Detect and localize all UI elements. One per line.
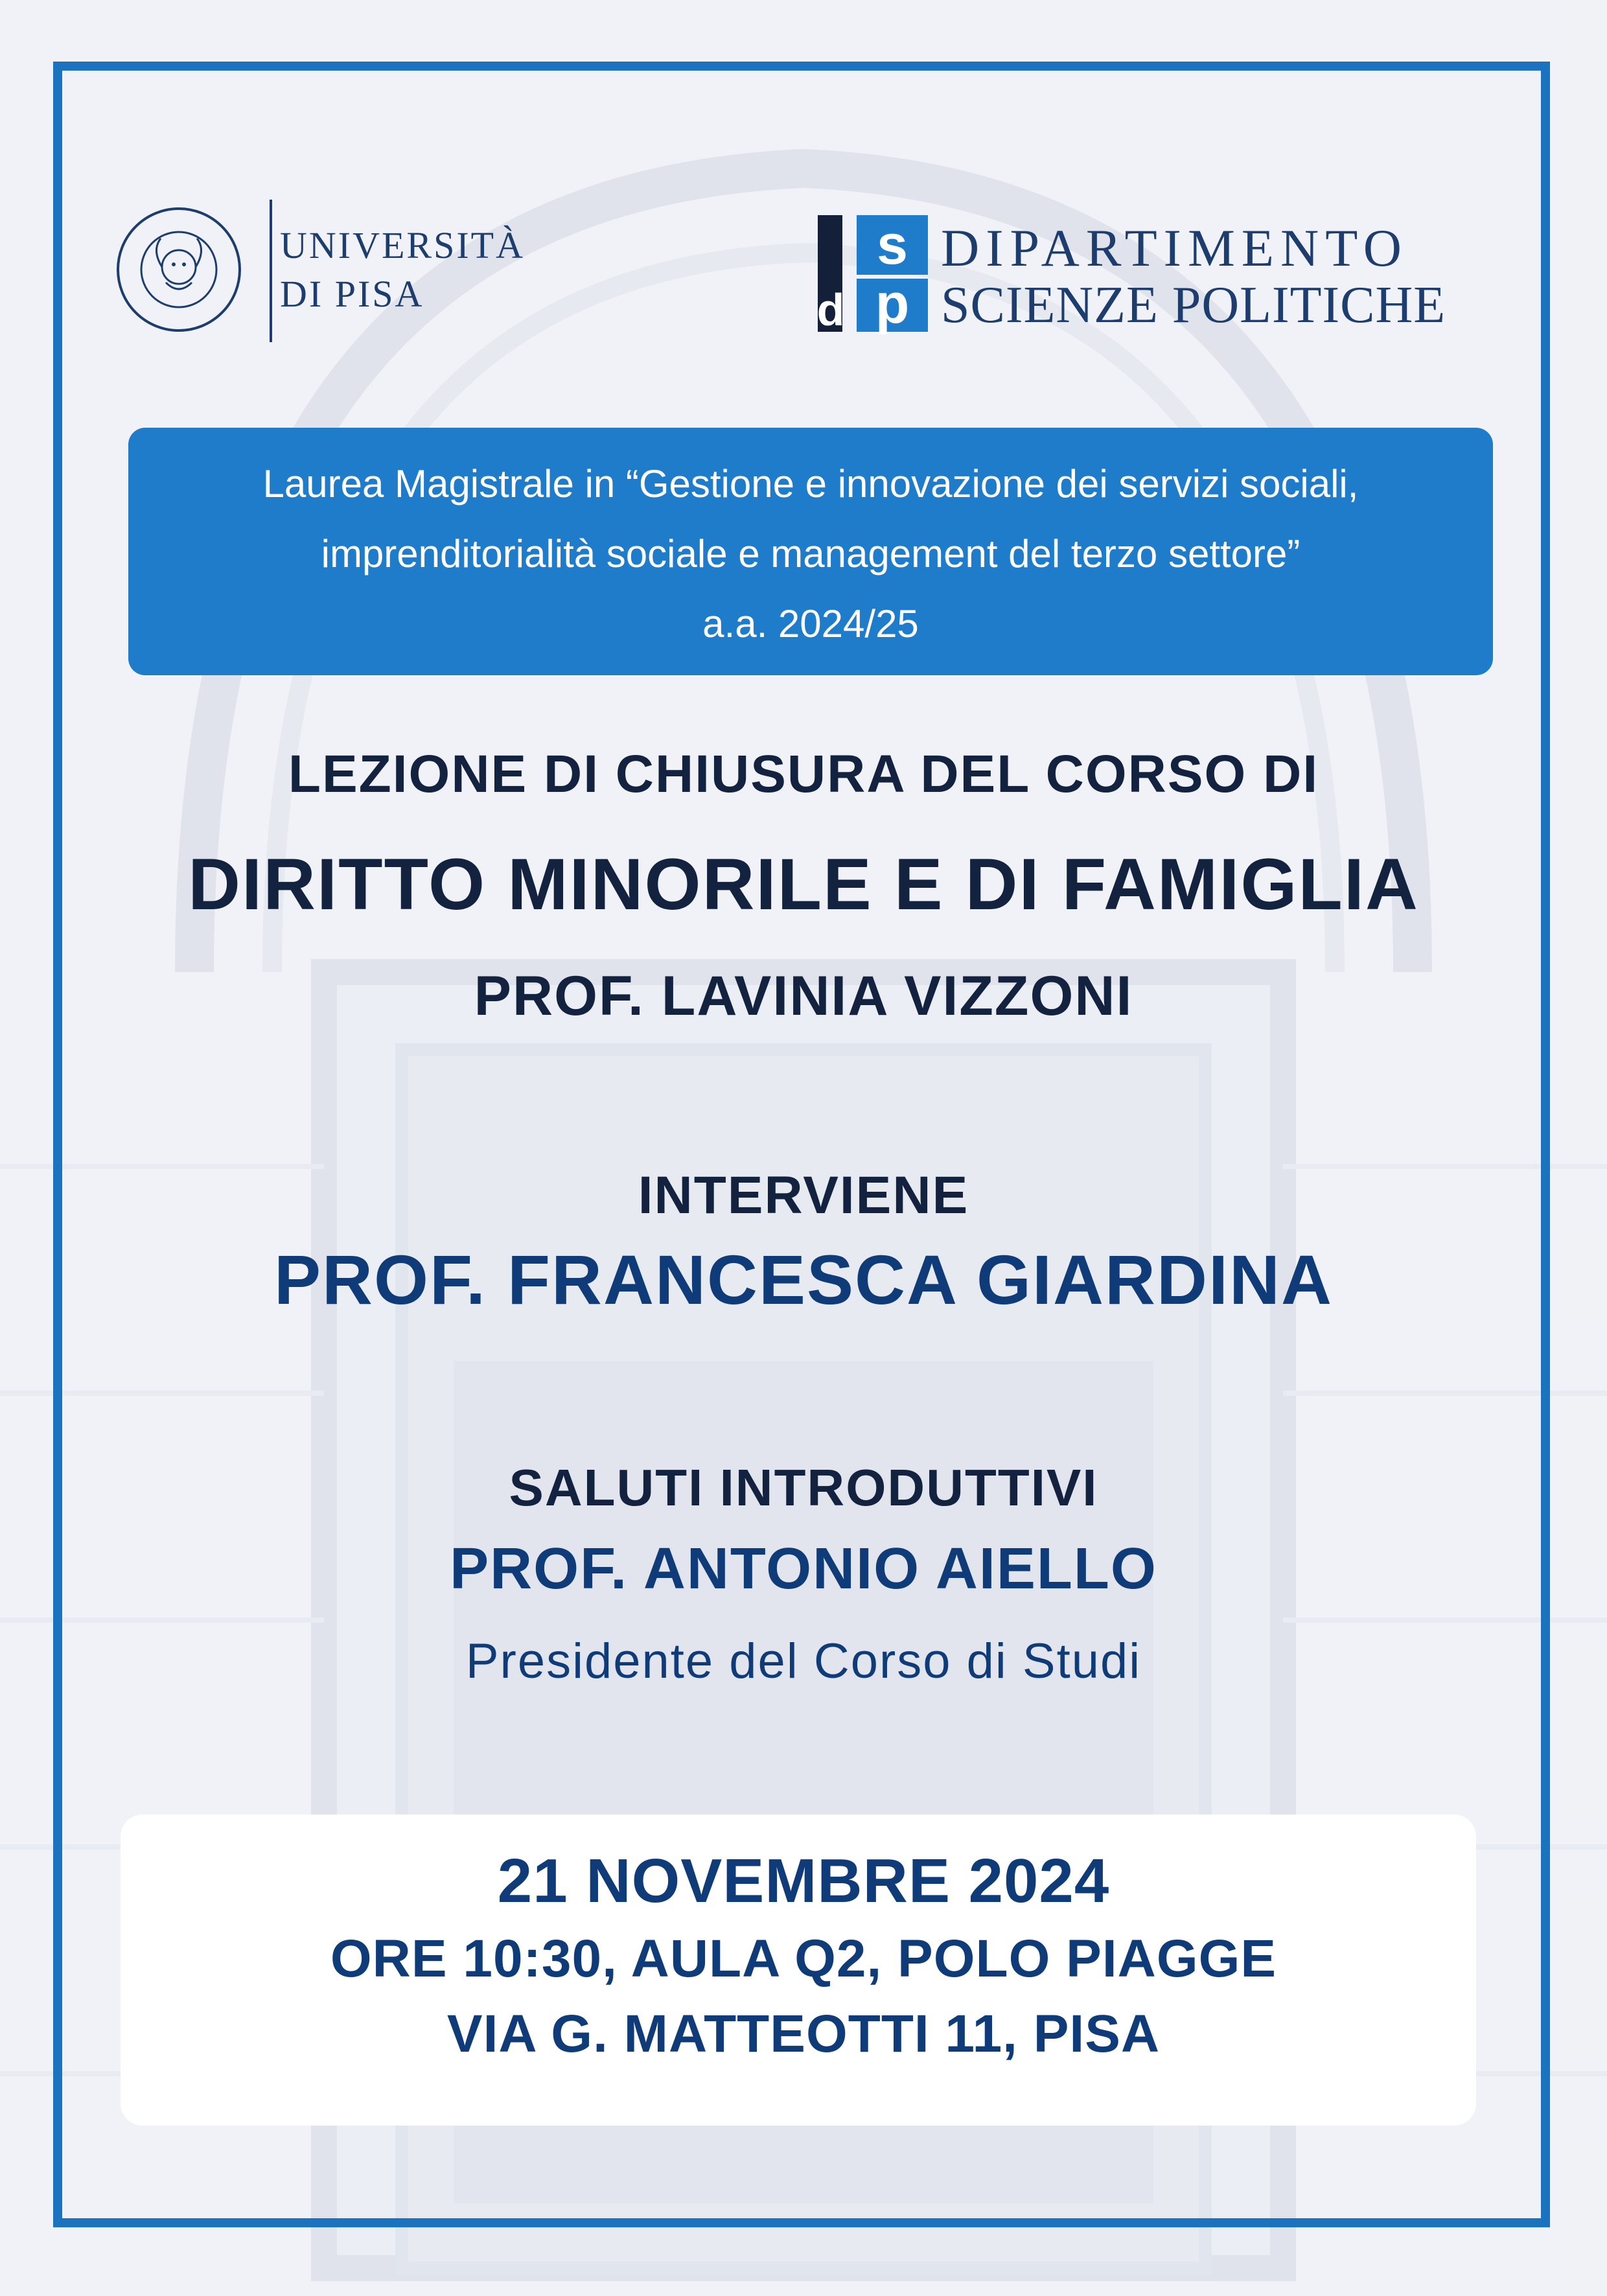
svg-text:s: s [877,214,908,276]
svg-text:p: p [875,273,910,335]
greetings-heading: SALUTI INTRODUTTIVI [509,1459,1098,1516]
event-time-place: ORE 10:30, AULA Q2, POLO PIAGGE [330,1929,1277,1988]
speaker-name: PROF. FRANCESCA GIARDINA [273,1240,1334,1319]
banner-line1: Laurea Magistrale in “Gestione e innovazione dei servizi sociali, [262,462,1359,505]
department-name-line1: DIPARTIMENTO [941,218,1409,277]
lecture-heading: LEZIONE DI CHIUSURA DEL CORSO DI [288,745,1319,804]
university-name-line1: UNIVERSITÀ [280,224,525,266]
event-address: VIA G. MATTEOTTI 11, PISA [446,2004,1161,2063]
logo-separator [270,200,272,342]
banner-line2: imprenditorialità sociale e management del terzo settore” [321,532,1301,575]
dsp-mark-icon [811,209,941,338]
greetings-role: Presidente del Corso di Studi [465,1634,1142,1689]
svg-text:d: d [816,284,845,335]
department-name-line2: SCIENZE POLITICHE [941,277,1446,334]
event-date: 21 NOVEMBRE 2024 [497,1846,1110,1916]
speaker-heading: INTERVIENE [638,1166,969,1225]
greetings-name: PROF. ANTONIO AIELLO [450,1536,1157,1601]
university-name-line2: DI PISA [280,273,424,315]
lecture-professor: PROF. LAVINIA VIZZONI [474,965,1133,1027]
university-logo [114,194,568,350]
banner-academic-year: a.a. 2024/25 [702,602,919,645]
department-logo [811,209,1472,338]
course-title: DIRITTO MINORILE E DI FAMIGLIA [188,844,1419,925]
course-banner [128,428,1493,675]
university-seal-icon [114,205,244,334]
